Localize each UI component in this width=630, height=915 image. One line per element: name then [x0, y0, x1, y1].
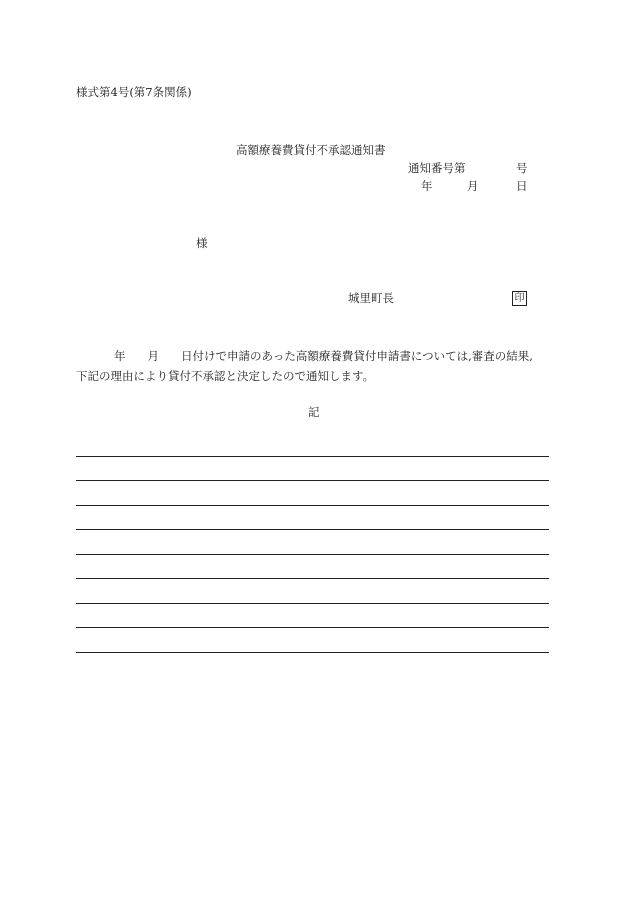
- body-line-1: [114, 350, 533, 364]
- reason-line: [76, 529, 549, 530]
- date-year-label: 年: [421, 179, 433, 193]
- seal-mark: 印: [512, 291, 527, 306]
- notice-number-label: 通知番号第: [408, 161, 466, 175]
- reason-line: [76, 578, 549, 579]
- reason-line: [76, 603, 549, 604]
- record-heading: 記: [308, 405, 320, 419]
- reason-line: [76, 480, 549, 481]
- sender-title: 城里町長: [348, 291, 394, 305]
- body-line-1-text: 日付けで申請のあった高額療養費貸付申請書については,審査の結果,: [181, 349, 533, 363]
- reason-line: [76, 627, 549, 628]
- notice-number-suffix: 号: [516, 161, 528, 175]
- recipient-honorific: 様: [196, 236, 208, 250]
- body-line-2: 下記の理由により貸付不承認と決定したので通知します。: [76, 369, 375, 383]
- date-month-label: 月: [467, 179, 479, 193]
- reason-line: [76, 554, 549, 555]
- date-day-label: 日: [516, 179, 528, 193]
- reason-line: [76, 505, 549, 506]
- reason-line: [76, 652, 549, 653]
- body-month-label: 月: [147, 349, 159, 363]
- form-number: 様式第4号(第7条関係): [76, 85, 192, 99]
- body-year-label: 年: [114, 349, 126, 363]
- reason-line: [76, 456, 549, 457]
- document-title: 高額療養費貸付不承認通知書: [236, 143, 386, 157]
